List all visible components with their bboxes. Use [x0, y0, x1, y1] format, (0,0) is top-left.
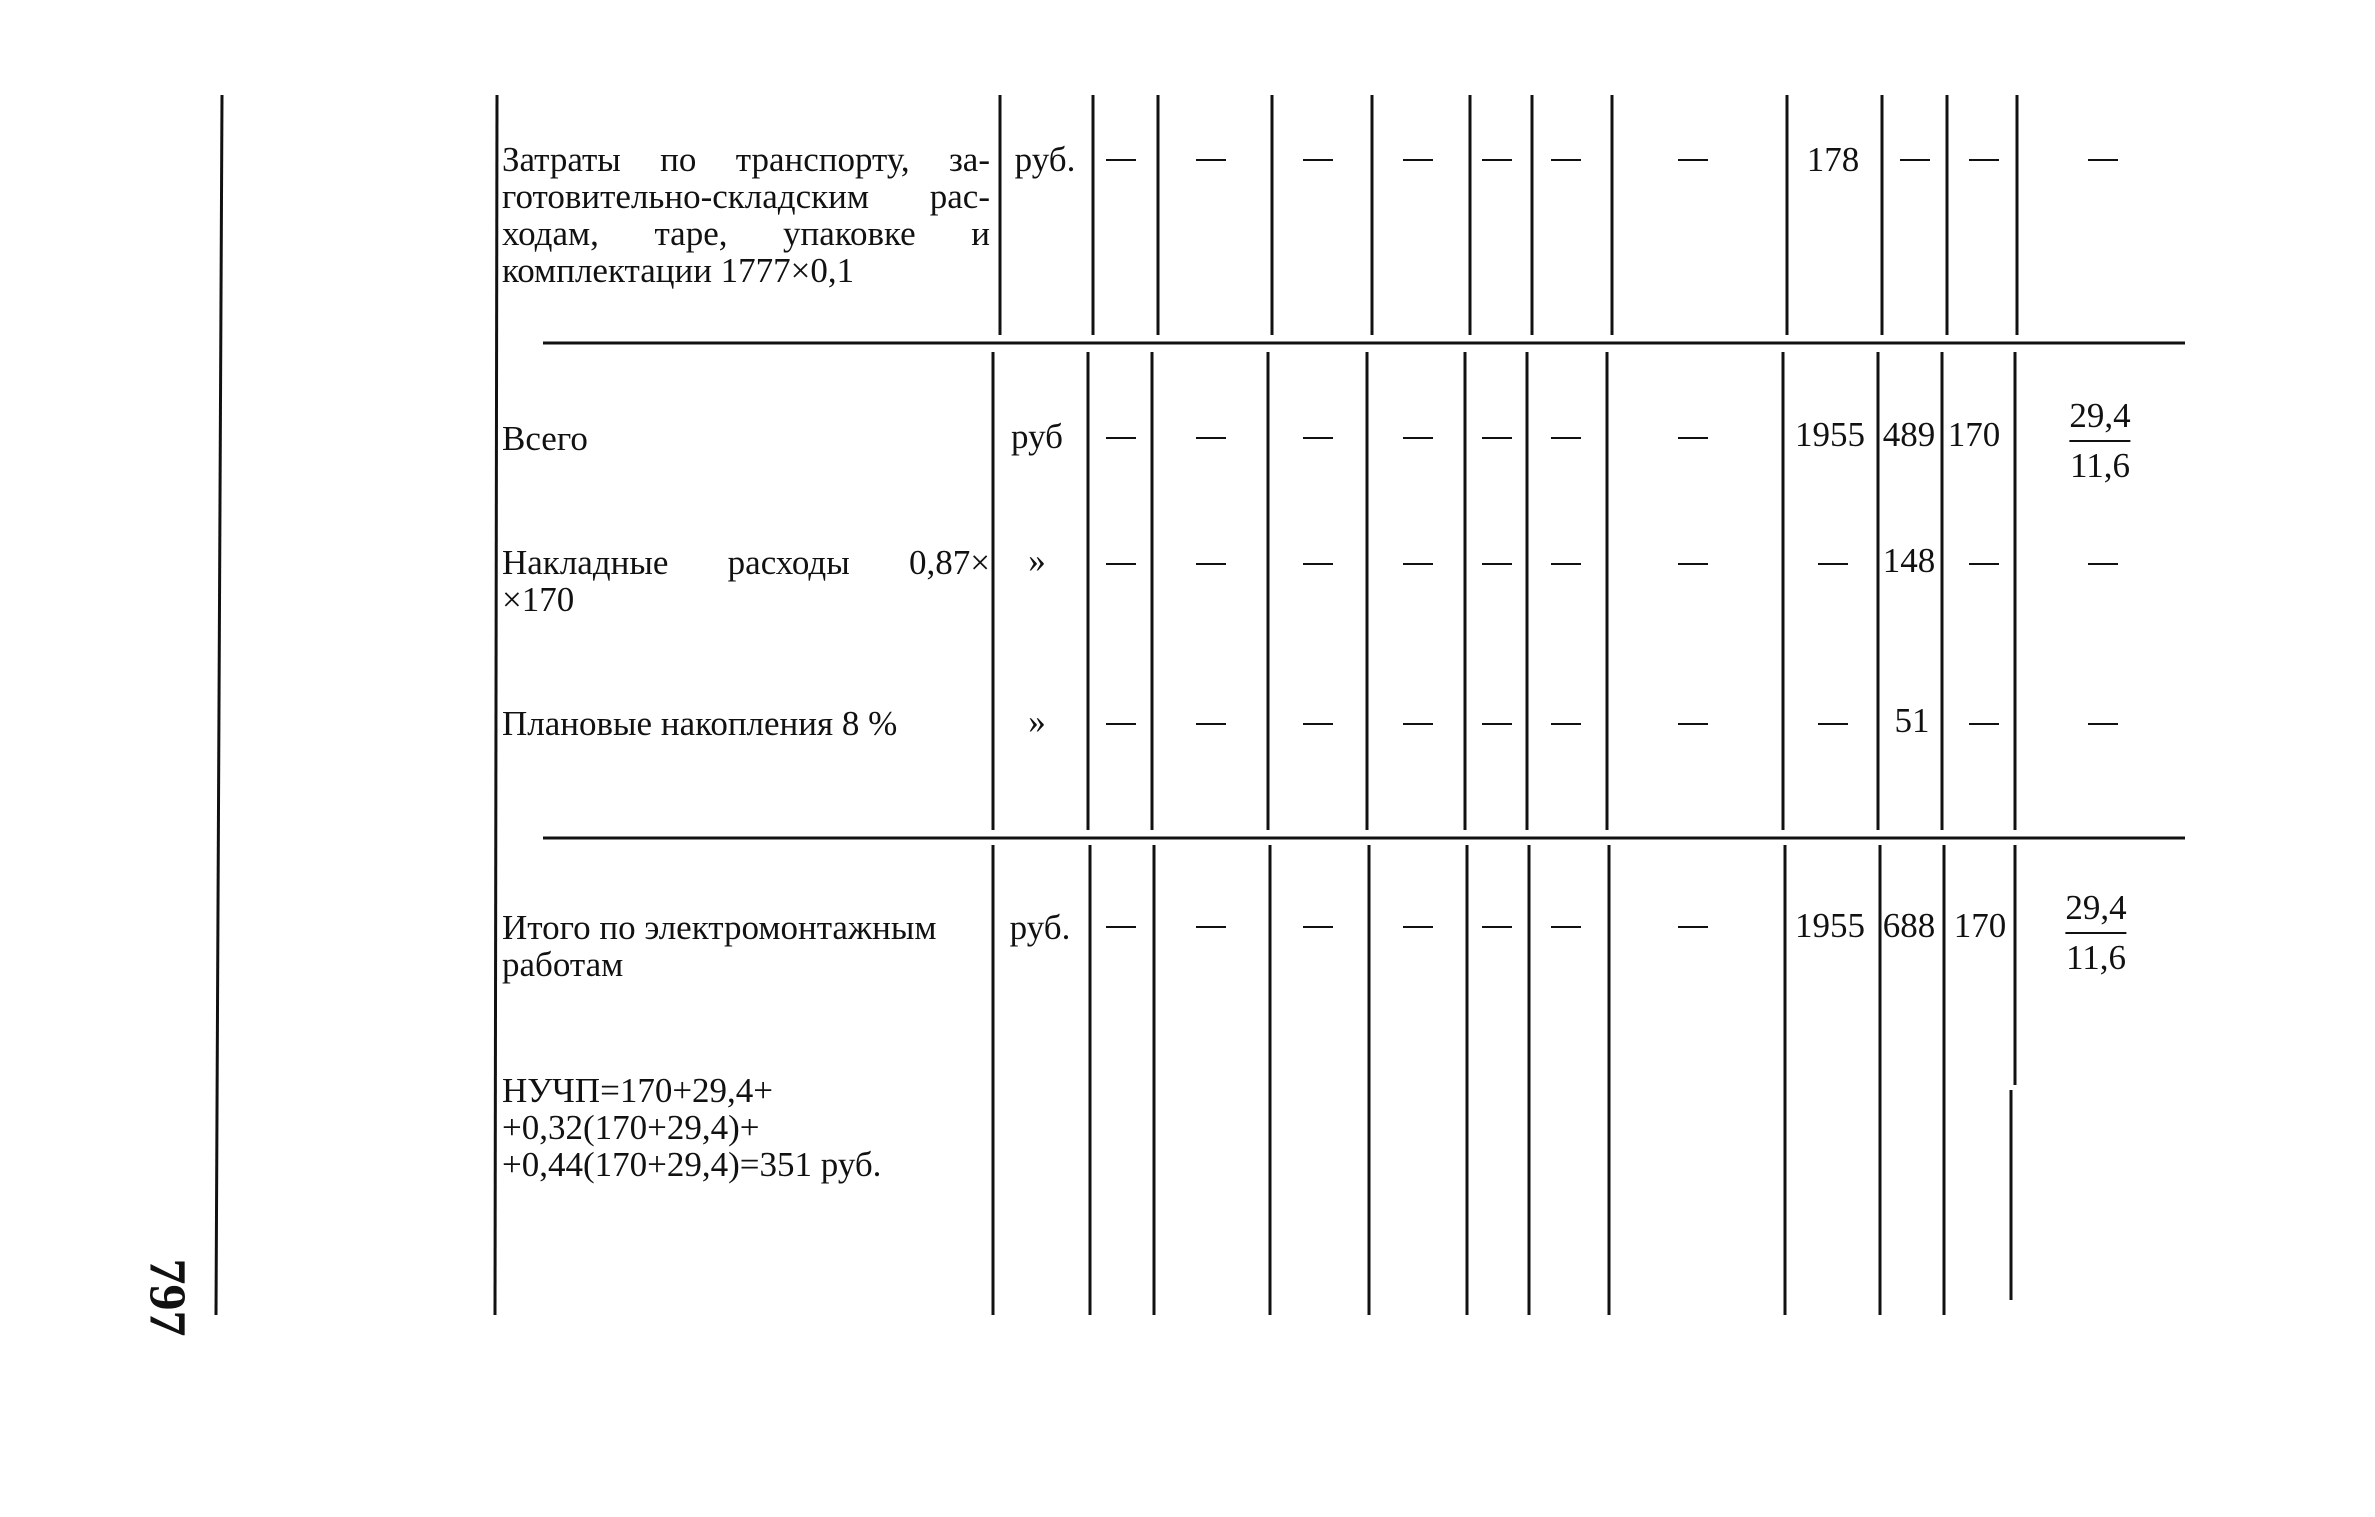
empty-dash [1196, 437, 1226, 439]
description-line: готовительно-складским рас- [502, 177, 990, 216]
value-cell: 170 [1953, 906, 2007, 945]
empty-dash [1551, 926, 1581, 928]
empty-dash [1403, 926, 1433, 928]
formula-line: +0,32(170+29,4)+ [502, 1108, 760, 1147]
empty-dash [1106, 563, 1136, 565]
empty-dash [1403, 437, 1433, 439]
empty-dash [1196, 926, 1226, 928]
empty-dash [1303, 159, 1333, 161]
empty-dash [1678, 437, 1708, 439]
value-cell: 148 [1882, 541, 1936, 580]
value-cell: 1955 [1795, 906, 1865, 945]
empty-dash [1403, 563, 1433, 565]
fraction-numerator: 29,4 [2065, 888, 2127, 927]
empty-dash [1196, 723, 1226, 725]
empty-dash [1969, 563, 1999, 565]
margin-line [216, 95, 222, 1315]
fraction-bar [2065, 932, 2126, 934]
row-description [502, 544, 990, 618]
empty-dash [1303, 723, 1333, 725]
empty-dash [1403, 723, 1433, 725]
empty-dash [1482, 159, 1512, 161]
empty-dash [1551, 723, 1581, 725]
empty-dash [1551, 563, 1581, 565]
empty-dash [1678, 723, 1708, 725]
unit-cell: » [1028, 541, 1046, 580]
empty-dash [1106, 723, 1136, 725]
fraction-cell [2069, 396, 2130, 486]
unit-cell: руб [1011, 417, 1063, 456]
empty-dash [1969, 723, 1999, 725]
row-description [502, 141, 990, 289]
fraction-denominator: 11,6 [2070, 446, 2130, 485]
description-line: комплектации 1777×0,1 [502, 251, 855, 290]
empty-dash [1482, 926, 1512, 928]
empty-dash [2088, 159, 2118, 161]
value-cell: 178 [1806, 140, 1860, 179]
fraction-numerator: 29,4 [2069, 396, 2131, 435]
fraction-cell [2065, 888, 2126, 978]
value-cell: 51 [1894, 701, 1930, 740]
description-line: Затраты по транспорту, за- [502, 140, 990, 179]
description-line: Накладные расходы 0,87× [502, 543, 990, 582]
empty-dash [1678, 159, 1708, 161]
empty-dash [1818, 563, 1848, 565]
description-line: ×170 [502, 580, 575, 619]
empty-dash [2088, 723, 2118, 725]
empty-dash [1106, 926, 1136, 928]
empty-dash [1482, 563, 1512, 565]
empty-dash [2088, 563, 2118, 565]
fraction-denominator: 11,6 [2066, 938, 2126, 977]
formula-line: +0,44(170+29,4)=351 руб. [502, 1145, 882, 1184]
page-number: 797 [138, 1258, 196, 1337]
empty-dash [1196, 159, 1226, 161]
row-description [502, 909, 990, 983]
fraction-bar [2069, 440, 2130, 442]
empty-dash [1900, 159, 1930, 161]
formula-line: НУЧП=170+29,4+ [502, 1071, 774, 1110]
description-line: работам [502, 945, 624, 984]
value-cell: 1955 [1795, 415, 1865, 454]
empty-dash [1551, 437, 1581, 439]
empty-dash [1818, 723, 1848, 725]
empty-dash [1482, 437, 1512, 439]
value-cell: 170 [1947, 415, 2001, 454]
empty-dash [1482, 723, 1512, 725]
empty-dash [1678, 563, 1708, 565]
empty-dash [1106, 437, 1136, 439]
empty-dash [1303, 926, 1333, 928]
description-line: Итого по электромонтажным [502, 908, 937, 947]
empty-dash [1303, 563, 1333, 565]
unit-cell: руб. [1009, 908, 1071, 947]
description-line: Плановые накопления 8 % [502, 704, 898, 743]
empty-dash [1678, 926, 1708, 928]
formula-block [502, 1072, 990, 1183]
row-description [502, 420, 990, 457]
description-line: ходам, таре, упаковке и [502, 214, 990, 253]
unit-cell: руб. [1014, 140, 1076, 179]
empty-dash [1303, 437, 1333, 439]
unit-cell: » [1028, 702, 1046, 741]
row-description [502, 705, 990, 742]
empty-dash [1106, 159, 1136, 161]
empty-dash [1403, 159, 1433, 161]
empty-dash [1969, 159, 1999, 161]
empty-dash [1196, 563, 1226, 565]
value-cell: 489 [1882, 415, 1936, 454]
description-line: Всего [502, 419, 588, 458]
empty-dash [1551, 159, 1581, 161]
value-cell: 688 [1882, 906, 1936, 945]
